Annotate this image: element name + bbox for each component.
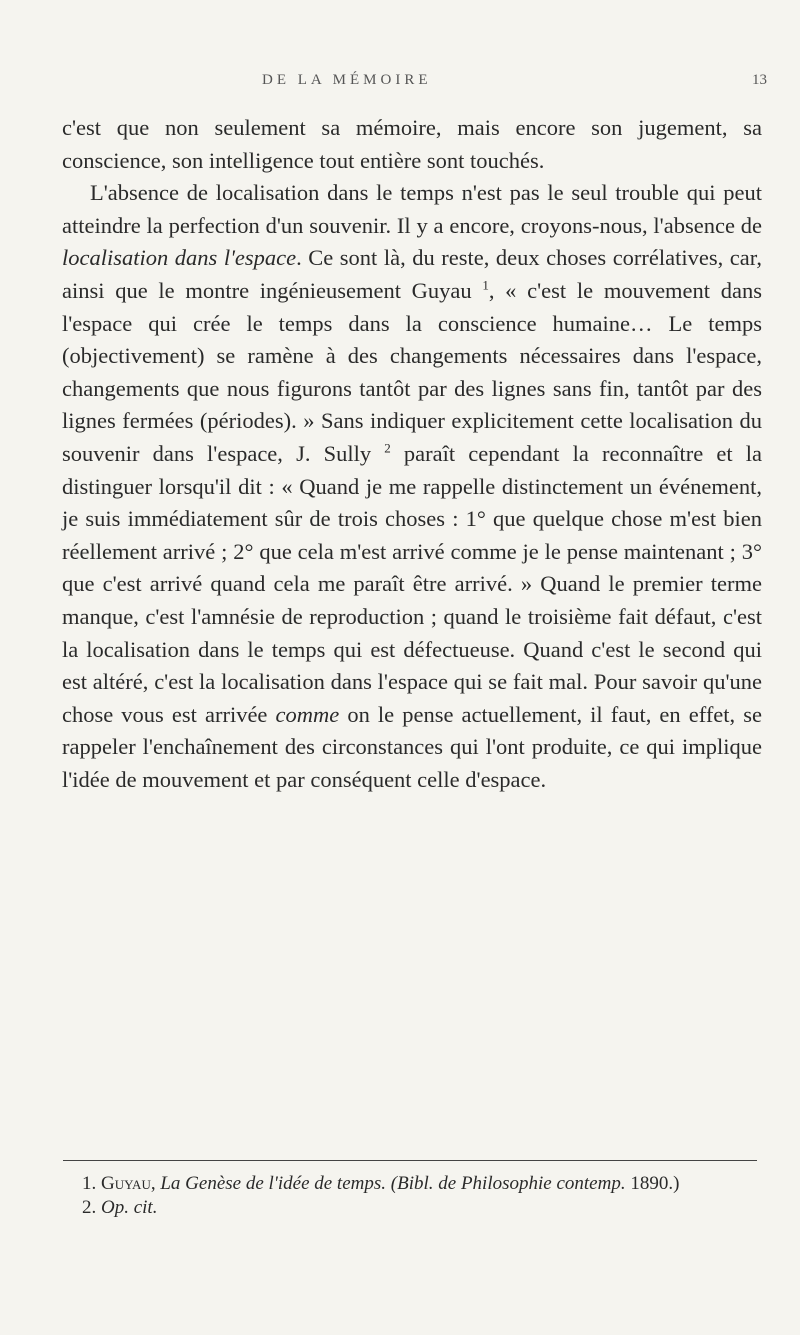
footnote-1 [62,1172,762,1196]
footnote-ref-2[interactable]: 2 [384,440,391,456]
footnote-2-ref: Op. cit. [101,1197,158,1218]
body-text [62,112,762,796]
paragraph-2 [62,177,762,796]
footnote-2 [62,1196,762,1220]
footnote-1-number: 1. [82,1173,101,1194]
paragraph-2-part-b: . Ce sont là, du reste, deux choses corrélatives, car, ainsi que le montre ingénieusement Guyau [62,245,762,303]
footnote-1-series: . (Bibl. de Philosophie contemp. [381,1173,626,1194]
footnote-1-author: Guyau [101,1173,151,1194]
footnote-divider [63,1160,757,1161]
footnote-2-number: 2. [82,1197,101,1218]
paragraph-2-part-a: L'absence de localisation dans le temps n'est pas le seul trouble qui peut atteindre la perfection d'un souvenir. Il y a encore, croyons-nous, l'absence de [62,180,762,238]
footnote-ref-1[interactable]: 1 [482,277,489,293]
footnotes [62,1172,762,1220]
emphasis-comme: comme [275,701,340,727]
paragraph-2-part-c: , « c'est le mouvement dans l'espace qui crée le temps dans la conscience humaine… Le temps (objectivement) se ramène à des changements nécessaires dans l'espace, changements que nous figurons tantôt par des lignes sans fin, tantôt par des lignes fermées (périodes). » Sans indiquer explicitement cette localisation du souvenir dans l'espace, J. Sully [62,277,762,466]
emphasis-localisation-espace: localisation dans l'espace [62,245,297,271]
paragraph-2-part-e: on le pense actuellement, il faut, en effet, se rappeler l'enchaînement des circonstances qui l'ont produite, ce qui implique l'idée de mouvement et par conséquent celle d'espace. [62,701,762,792]
footnote-1-end: 1890.) [625,1173,680,1194]
footnote-1-title: La Genèse de l'idée de temps [160,1173,382,1194]
paragraph-2-part-d: paraît cependant la reconnaître et la distinguer lorsqu'il dit : « Quand je me rappelle distinctement un événement, je suis immédiatement sûr de trois choses : 1° que quelque chose m'est bien réellement arrivé ; 2° que cela m'est arrivé comme je le pense maintenant ; 3° que c'est arrivé quand cela me paraît être arrivé. » Quand le premier terme manque, c'est l'amnésie de reproduction ; quand le troisième fait défaut, c'est la localisation dans le temps qui est défectueuse. Quand c'est le second qui est altéré, c'est la localisation dans l'espace qui se fait mal. Pour savoir qu'une chose vous est arrivée [62,440,762,727]
running-head: DE LA MÉMOIRE [262,72,432,88]
page-number: 13 [752,72,767,88]
footnote-1-separator: , [150,1173,161,1194]
page-header [0,62,800,92]
paragraph-1: c'est que non seulement sa mémoire, mais encore son jugement, sa conscience, son intelligence tout entière sont touchés. [62,115,762,173]
